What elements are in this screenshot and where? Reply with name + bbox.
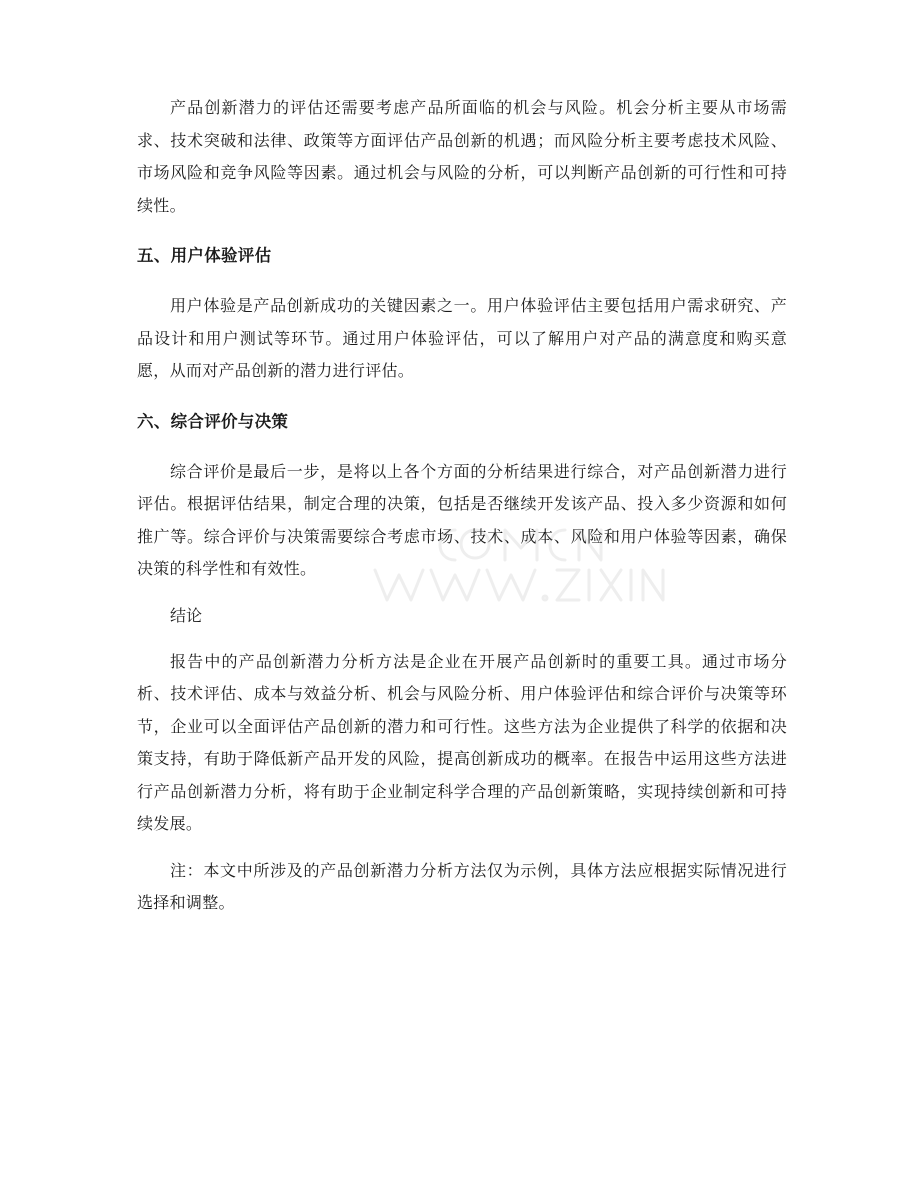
section-heading-user-experience: 五、用户体验评估 [137,246,272,265]
paragraph-opportunity-risk: 产品创新潜力的评估还需要考虑产品所面临的机会与风险。机会分析主要从市场需求、技术突破和法律、政策等方面评估产品创新的机遇；而风险分析主要考虑技术风险、市场风险和竞争风险等因素。通过机会与风险的分析，可以判断产品创新的可行性和可持续性。 [137,98,787,215]
paragraph-user-experience: 用户体验是产品创新成功的关键因素之一。用户体验评估主要包括用户需求研究、产品设计和用户测试等环节。通过用户体验评估，可以了解用户对产品的满意度和购买意愿，从而对产品创新的潜力进行评估。 [137,296,787,380]
paragraph-evaluation-decision: 综合评价是最后一步，是将以上各个方面的分析结果进行综合，对产品创新潜力进行评估。根据评估结果，制定合理的决策，包括是否继续开发该产品、投入多少资源和如何推广等。综合评价与决策需要综合考虑市场、技术、成本、风险和用户体验等因素，确保决策的科学性和有效性。 [137,461,787,578]
paragraph-conclusion: 报告中的产品创新潜力分析方法是企业在开展产品创新时的重要工具。通过市场分析、技术评估、成本与效益分析、机会与风险分析、用户体验评估和综合评价与决策等环节，企业可以全面评估产品创新的潜力和可行性。这些方法为企业提供了科学的依据和决策支持，有助于降低新产品开发的风险，提高创新成功的概率。在报告中运用这些方法进行产品创新潜力分析，将有助于企业制定科学合理的产品创新策略，实现持续创新和可持续发展。 [137,651,787,833]
document-body [137,92,787,920]
paragraph-note: 注：本文中所涉及的产品创新潜力分析方法仅为示例，具体方法应根据实际情况进行选择和调整。 [137,860,787,912]
conclusion-label: 结论 [170,605,203,625]
section-heading-evaluation-decision: 六、综合评价与决策 [137,411,289,431]
